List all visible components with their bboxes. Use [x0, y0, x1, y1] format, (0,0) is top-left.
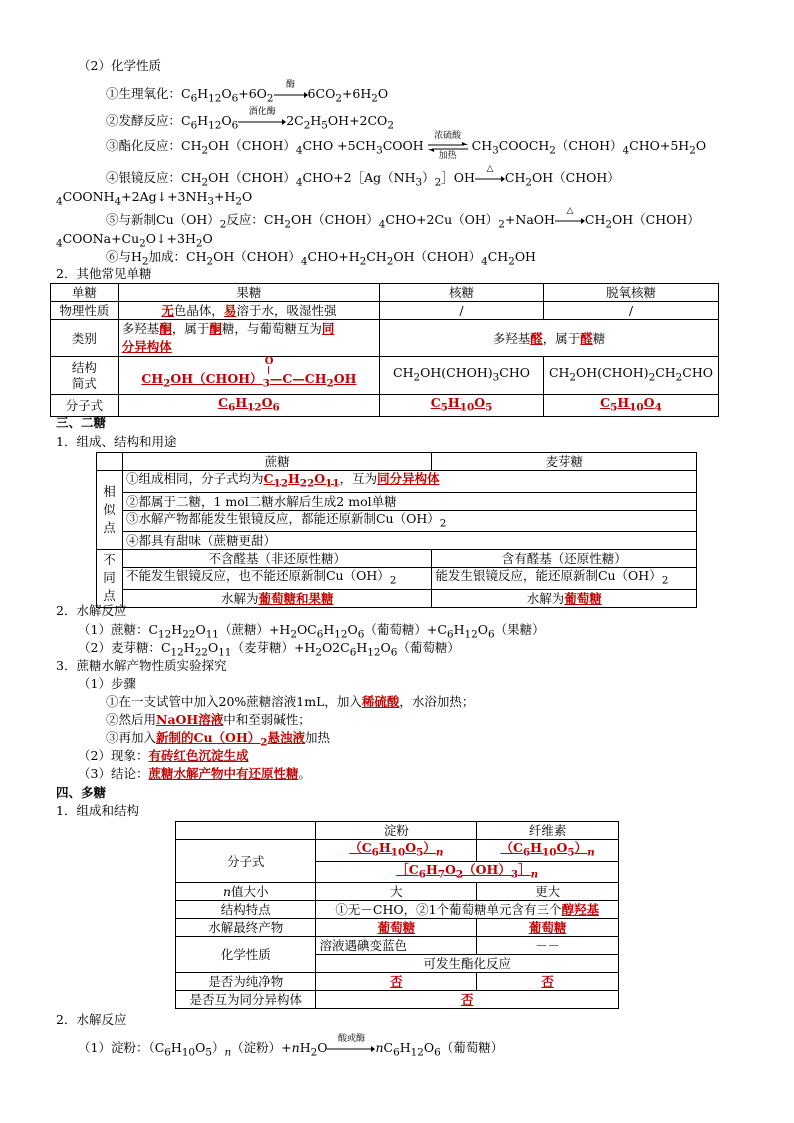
reaction-cuoh2-cont: $_4COONa+Cu_2O↓+3H_2O$	[56, 231, 213, 250]
reaction-hydrogenation: ⑥与$H_2$加成：$CH_2OH(CHOH)_4CHO+H_2CH_2OH(CHOH)_4CH_2OH$	[106, 249, 536, 268]
starch-chem: 溶液遇碘变蓝色	[316, 937, 477, 955]
row-label: 化学性质	[176, 937, 316, 973]
starch-formula: $(C_6H_{10}O_5)_n$	[316, 840, 477, 862]
corner-cell	[176, 822, 316, 840]
disaccharide-sub2: 2．水解反应	[56, 603, 127, 618]
reaction-cuoh2: ⑤与新制$Cu(OH)_2$反应：$CH_2OH(CHOH)_4CHO+2Cu(OH)_2+NaOH$ △ $CH_2OH(CHOH)$	[106, 205, 700, 231]
col-header: 蔗糖	[122, 453, 431, 471]
cellulose-formula: $(C_6H_{10}O_5)_n$	[477, 840, 619, 862]
starch-pure: 否	[316, 973, 477, 991]
col-header: 果糖	[118, 284, 379, 302]
col-header: 单糖	[51, 284, 119, 302]
polysaccharide-table	[175, 821, 619, 1009]
conclusion: （3）结论：蔗糖水解产物中有还原性糖。	[78, 766, 311, 781]
reaction-arrow: 酸或酶	[327, 1045, 375, 1053]
col-header: 淀粉	[316, 822, 477, 840]
reaction-esterification: ③酯化反应：$CH_2OH(CHOH)_4CHO$ $+5CH_3COOH$ 浓硫酸 加热 $CH_3COOCH_2(CHOH)_4CHO+5H_2O$	[106, 130, 707, 161]
carbonyl-oxygen: O	[264, 356, 274, 367]
row-label: 是否为纯净物	[176, 973, 316, 991]
hydrolysis-sucrose: （1）蔗糖：$C_{12}H_{22}O_{11}$（蔗糖）$+H_2OC_6H_{12}O_6$（葡萄糖）$+C_6H_{12}O_6$（果糖）	[78, 622, 545, 641]
reaction-arrow: 酶	[274, 91, 308, 99]
reaction-silver-mirror: ④银镜反应：$CH_2OH(CHOH)_4CHO+2[Ag(NH_3)_2]OH$ △ $CH_2OH(CHOH)$	[106, 163, 620, 189]
disaccharide-sub3: 3．蔗糖水解产物性质实验探究	[56, 658, 227, 673]
cellulose-chem: －－	[477, 937, 619, 955]
carbonyl-bond	[268, 366, 270, 374]
step-2: ②然后用NaOH溶液中和至弱碱性；	[106, 712, 311, 727]
cell-deoxyribose-physical: /	[543, 302, 718, 320]
hydrolysis-starch: （1）淀粉：$(C_6H_{10}O_5)_n$（淀粉）$+nH_2O$ 酸或酶 $nC_6H_{12}O_6$（葡萄糖）	[78, 1033, 504, 1059]
col-header: 脱氧核糖	[543, 284, 718, 302]
reaction-fermentation: ②发酵反应：$C_6H_{12}O_6$ 酒化酶 $2C_2H_5OH+2CO_2$	[106, 106, 394, 132]
cellulose-hydrolysis: 葡萄糖	[477, 919, 619, 937]
corner-cell	[97, 453, 123, 471]
disaccharide-sub1: 1．组成、结构和用途	[56, 434, 177, 449]
diff-sucrose-3: 水解为葡萄糖和果糖	[122, 589, 431, 607]
cellulose-n: 更大	[477, 883, 619, 901]
phenomenon: （2）现象：有砖红色沉淀生成	[78, 748, 249, 763]
row-label: 分子式	[51, 395, 119, 417]
col-header: 纤维素	[477, 822, 619, 840]
cell-fructose-formula: $C_6H_{12}O_6$	[118, 395, 379, 417]
reaction-arrow: △	[475, 175, 505, 183]
polysaccharide-sub2: 2．水解反应	[56, 1012, 127, 1027]
cell-fructose-structure	[118, 357, 379, 395]
starch-n: 大	[316, 883, 477, 901]
chem-heading: （2）化学性质	[78, 58, 161, 73]
col-header: 核糖	[380, 284, 544, 302]
common-formula: $[C_6H_7O_2(OH)_3]_n$	[316, 861, 619, 883]
reversible-arrow: 浓硫酸 加热	[428, 142, 468, 152]
isomer-answer: 否	[316, 991, 619, 1009]
row-label: n值大小	[176, 883, 316, 901]
section-polysaccharide: 四、多糖	[56, 785, 107, 800]
row-label: 分子式	[176, 840, 316, 883]
diff-sucrose-2: 不能发生银镜反应，也不能还原新制$Cu(OH)_2$	[122, 568, 431, 590]
steps-label: （1）步骤	[78, 676, 136, 691]
similar-3: ③水解产物都能发生银镜反应，都能还原新制$Cu(OH)_2$	[122, 510, 696, 532]
cell-ribose-structure: $CH_2OH(CHOH)_3CHO$	[380, 357, 544, 395]
reaction-arrow: 酒化酶	[238, 118, 286, 126]
diff-maltose-3: 水解为葡萄糖	[432, 589, 697, 607]
hydrolysis-maltose: （2）麦芽糖：$C_{12}H_{22}O_{11}$（麦芽糖）$+H_2O2C_6H_{12}O_6$（葡萄糖）	[78, 640, 460, 659]
step-1: ①在一支试管中加入20%蔗糖溶液1mL，加入稀硫酸，水浴加热；	[106, 694, 475, 709]
cell-aldose-class: 多羟基醛，属于醛糖	[380, 320, 719, 357]
col-header: 麦芽糖	[432, 453, 697, 471]
polysaccharide-sub1: 1．组成和结构	[56, 803, 139, 818]
row-label: 是否互为同分异构体	[176, 991, 316, 1009]
fructose-structure-text: $CH_2OH(CHOH)_3—C—CH_2OH$	[141, 371, 357, 390]
monosaccharide-table	[50, 283, 719, 417]
similar-4: ④都具有甜味（蔗糖更甜）	[122, 532, 696, 550]
cell-fructose-physical: 无色晶体，易溶于水，吸湿性强	[118, 302, 379, 320]
step-3: ③再加入新制的$Cu(OH)_2$悬浊液加热	[106, 730, 331, 749]
cell-deoxyribose-structure: $CH_2OH(CHOH)_2CH_2CHO$	[543, 357, 718, 395]
cellulose-pure: 否	[477, 973, 619, 991]
row-label: 物理性质	[51, 302, 119, 320]
common-chem: 可发生酯化反应	[316, 955, 619, 973]
starch-hydrolysis: 葡萄糖	[316, 919, 477, 937]
diff-maltose-2: 能发生银镜反应，能还原新制$Cu(OH)_2$	[432, 568, 697, 590]
cell-fructose-class: 多羟基酮，属于酮糖，与葡萄糖互为同 分异构体	[118, 320, 379, 357]
section-disaccharide: 三、二糖	[56, 415, 107, 430]
reaction-arrow: △	[555, 217, 585, 225]
similar-1: ①组成相同，分子式均为$C_{12}H_{22}O_{11}$，互为同分异构体	[122, 471, 696, 493]
disaccharide-table	[96, 452, 697, 608]
row-label-similar: 相 似 点	[97, 471, 123, 550]
reaction-oxidation: ①生理氧化：$C_6H_{12}O_6+6O_2$ 酶 $6CO_2+6H_2O$	[106, 79, 389, 105]
diff-sucrose-1: 不含醛基（非还原性糖）	[122, 550, 431, 568]
row-label: 结构 简式	[51, 357, 119, 395]
cell-ribose-formula: $C_5H_{10}O_5$	[380, 395, 544, 417]
diff-maltose-1: 含有醛基（还原性糖）	[432, 550, 697, 568]
reaction-silver-mirror-cont: $_4COONH_4+2Ag↓+3NH_3+H_2O$	[56, 189, 253, 208]
monosaccharide-title: 2．其他常见单糖	[56, 266, 152, 281]
row-label-different: 不 同 点	[97, 550, 123, 608]
cell-ribose-physical: /	[380, 302, 544, 320]
cell-deoxyribose-formula: $C_5H_{10}O_4$	[543, 395, 718, 417]
row-label: 结构特点	[176, 901, 316, 919]
structure-feature: ①无－CHO，②1个葡萄糖单元含有三个醇羟基	[316, 901, 619, 919]
row-label: 类别	[51, 320, 119, 357]
row-label: 水解最终产物	[176, 919, 316, 937]
similar-2: ②都属于二糖，1 mol二糖水解后生成2 mol单糖	[122, 492, 696, 510]
